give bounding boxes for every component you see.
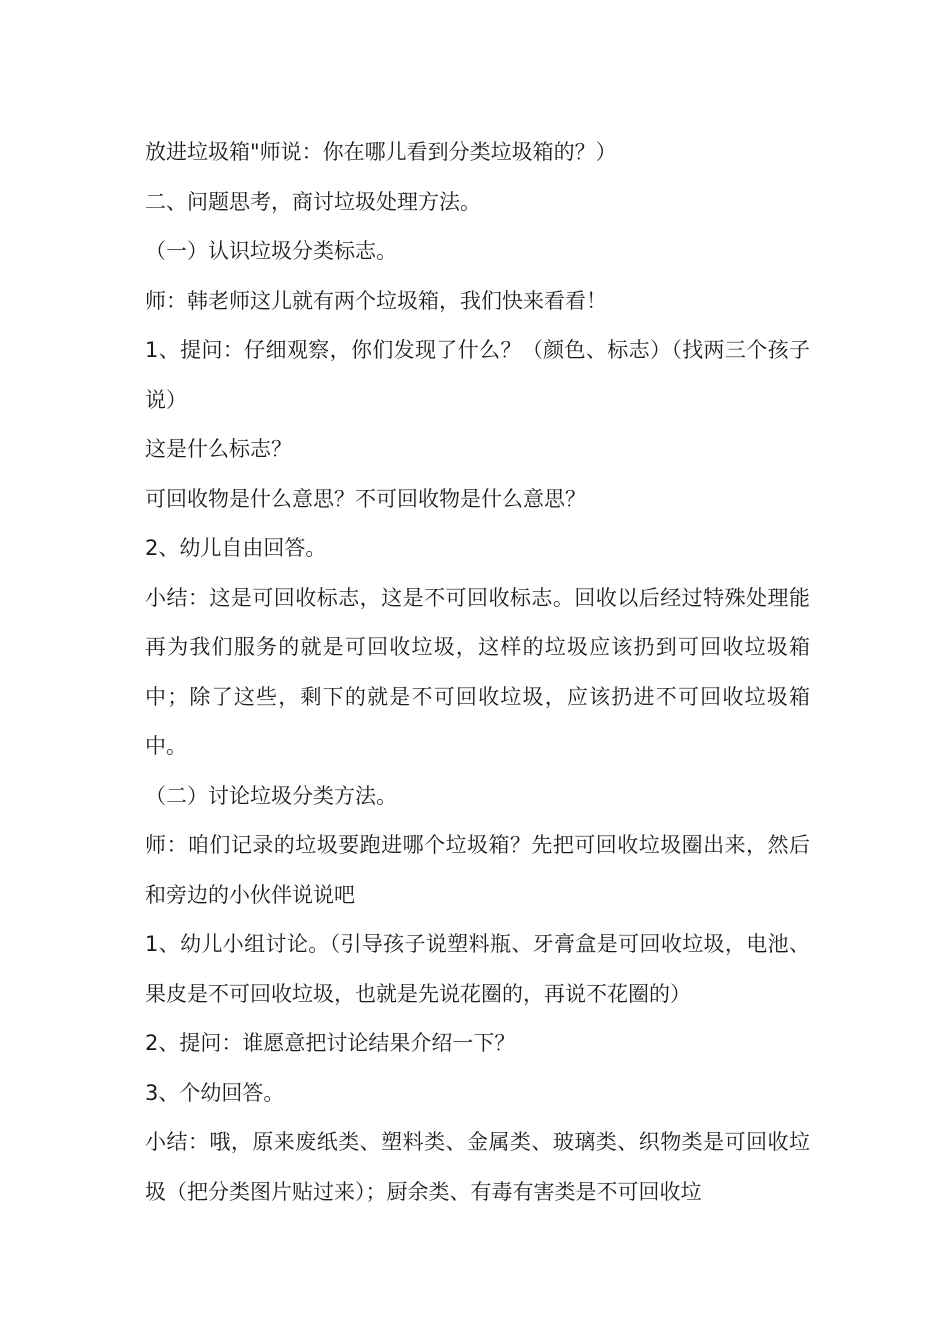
teacher-line: 师：韩老师这儿就有两个垃圾箱，我们快来看看！ [145,288,607,313]
question-line: 可回收物是什么意思？不可回收物是什么意思？ [145,486,586,511]
section-heading-2: 二、问题思考，商讨垃圾处理方法。 [145,189,481,214]
step-answer-2: 2、幼儿自由回答。 [145,536,327,560]
subsection-heading-2: （二）讨论垃圾分类方法。 [145,783,397,808]
step-discussion-1: 1、幼儿小组讨论。（引导孩子说塑料瓶、牙膏盒是可回收垃圾，电池、果皮是不可回收垃圾，也就是先说花圈的，再说不花圈的） [145,932,810,1006]
document-body [145,128,810,1217]
step-question-2: 2、提问：谁愿意把讨论结果介绍一下？ [145,1031,516,1055]
step-question-1: 1、提问：仔细观察，你们发现了什么？（颜色、标志）（找两三个孩子说） [145,338,810,412]
subsection-heading-1: （一）认识垃圾分类标志。 [145,239,397,263]
summary-paragraph: 小结：这是可回收标志，这是不可回收标志。回收以后经过特殊处理能再为我们服务的就是可回收垃圾，这样的垃圾应该扔到可回收垃圾箱中；除了这些，剩下的就是不可回收垃圾，应该扔进不可回收垃圾箱中。 [145,585,810,758]
summary-paragraph: 小结：哦，原来废纸类、塑料类、金属类、玻璃类、织物类是可回收垃圾（把分类图片贴过来）；厨余类、有毒有害类是不可回收垃 [145,1130,810,1204]
step-answer-3: 3、个幼回答。 [145,1080,285,1105]
teacher-line: 师：咱们记录的垃圾要跑进哪个垃圾箱？先把可回收垃圾圈出来，然后和旁边的小伙伴说说吧 [145,833,810,907]
paragraph-continuation: 放进垃圾箱"师说：你在哪儿看到分类垃圾箱的？） [145,140,617,164]
question-line: 这是什么标志？ [145,437,292,461]
